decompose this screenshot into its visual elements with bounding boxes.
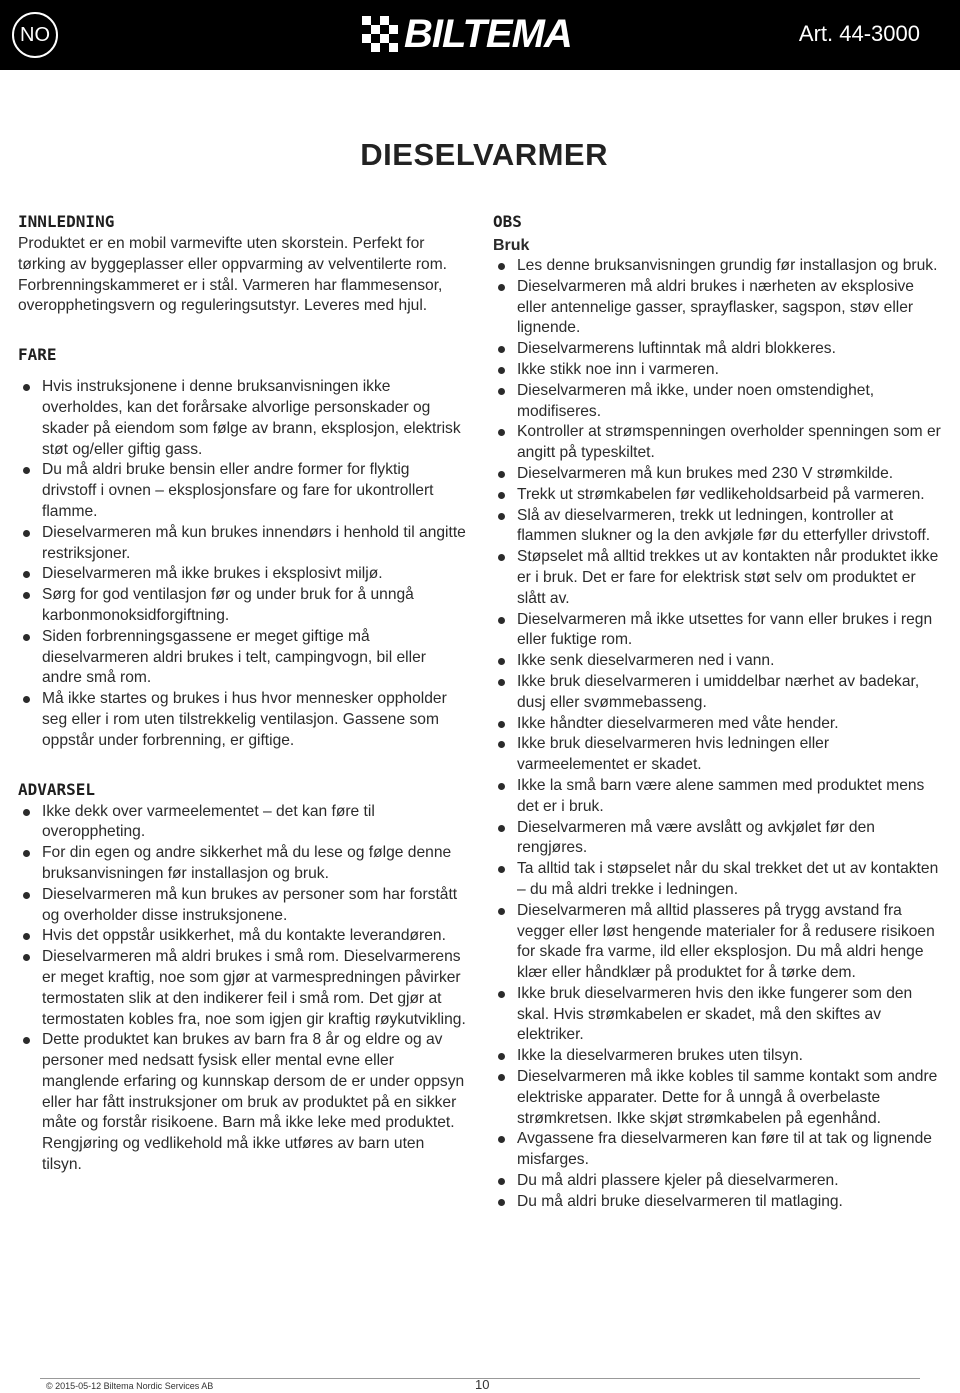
checkered-flag-icon (362, 16, 398, 52)
advarsel-list (18, 802, 468, 1176)
list-item: Du må aldri bruke dieselvarmeren til matlaging. (493, 1192, 945, 1213)
list-item: Du må aldri bruke bensin eller andre former for flyktig drivstoff i ovnen – eksplosjonsfare og fare for ukontrollert flamme. (18, 460, 468, 522)
list-item: Dieselvarmerens luftinntak må aldri blokkeres. (493, 339, 945, 360)
obs-list (493, 256, 945, 1213)
list-item: Ikke håndter dieselvarmeren med våte hender. (493, 714, 945, 735)
list-item: Ikke senk dieselvarmeren ned i vann. (493, 651, 945, 672)
list-item: Ikke bruk dieselvarmeren hvis ledningen eller varmeelementet er skadet. (493, 734, 945, 776)
list-item: Hvis instruksjonene i denne bruksanvisningen ikke overholdes, kan det forårsake alvorlige personskader og skader på eiendom som følge av brann, eksplosjon, elektrisk støt og/eller giftig gass. (18, 377, 468, 460)
biltema-logo (362, 10, 572, 58)
list-item: Ikke bruk dieselvarmeren hvis den ikke fungerer som den skal. Hvis strømkabelen er skadet, må den skiftes av elektriker. (493, 984, 945, 1046)
list-item: Dieselvarmeren må ikke kobles til samme kontakt som andre elektriske apparater. Dette for å unngå å overbelaste strømkretsen. Ikke skjøt strømkabelen på egenhånd. (493, 1067, 945, 1129)
list-item: Støpselet må alltid trekkes ut av kontakten når produktet ikke er i bruk. Det er fare for elektrisk støt selv om produktet er slått av. (493, 547, 945, 609)
language-badge: NO (12, 12, 58, 58)
list-item: Hvis det oppstår usikkerhet, må du kontakte leverandøren. (18, 926, 468, 947)
list-item: Ikke dekk over varmeelementet – det kan føre til overoppheting. (18, 802, 468, 844)
innledning-text: Produktet er en mobil varmevifte uten skorstein. Perfekt for tørking av byggeplasser eller oppvarming av velventilerte rom. Forbrenningskammeret er i stål. Varmeren har flammesensor, overopphetingsvern og reguleringsutstyr. Leveres med hjul. (18, 235, 448, 315)
list-item: Dieselvarmeren må kun brukes med 230 V strømkilde. (493, 464, 945, 485)
fare-heading: FARE (18, 345, 57, 365)
list-item: Siden forbrenningsgassene er meget giftige må dieselvarmeren aldri brukes i telt, campingvogn, bil eller andre små rom. (18, 627, 468, 689)
list-item: Dieselvarmeren må ikke, under noen omstendighet, modifiseres. (493, 381, 945, 423)
list-item: Sørg for god ventilasjon før og under bruk for å unngå karbonmonoksidforgiftning. (18, 585, 468, 627)
article-number: Art. 44-3000 (798, 21, 920, 46)
header-bar (0, 0, 960, 70)
list-item: Avgassene fra dieselvarmeren kan føre til at tak og lignende misfarges. (493, 1129, 945, 1171)
list-item: Dieselvarmeren må ikke utsettes for vann eller brukes i regn eller fuktige rom. (493, 610, 945, 652)
list-item: Ikke la dieselvarmeren brukes uten tilsyn. (493, 1046, 945, 1067)
list-item: Må ikke startes og brukes i hus hvor mennesker oppholder seg eller i rom uten tilstrekkelig ventilasjon. Gassene som oppstår under forbrenning, er giftige. (18, 689, 468, 751)
list-item: Dieselvarmeren må aldri brukes i små rom. Dieselvarmerens er meget kraftig, noe som gjør at varmespredningen påvirker termostaten slik at den indikerer feil i små rom. Det gjør at termostaten kobles fra, noe som igjen gir kraftig røykutvikling. (18, 947, 468, 1030)
document-title: DIESELVARMER (360, 137, 608, 172)
footer-copyright: © 2015-05-12 Biltema Nordic Services AB (46, 1381, 214, 1391)
list-item: Dieselvarmeren må kun brukes innendørs i henhold til angitte restriksjoner. (18, 523, 468, 565)
list-item: Dette produktet kan brukes av barn fra 8 år og eldre og av personer med nedsatt fysisk eller mental evne eller manglende erfaring og kunnskap dersom de er under oppsyn eller har fått instruksjoner om bruk av produktet på en sikker måte og forstår risikoene. Barn må ikke leke med produktet. Rengjøring og vedlikehold må ikke utføres av barn uten tilsyn. (18, 1030, 468, 1176)
list-item: Slå av dieselvarmeren, trekk ut ledningen, kontroller at flammen slukner og la den avkjøle før du etterfyller drivstoff. (493, 506, 945, 548)
list-item: Trekk ut strømkabelen før vedlikeholdsarbeid på varmeren. (493, 485, 945, 506)
page-number: 10 (475, 1377, 490, 1392)
list-item: Ikke bruk dieselvarmeren i umiddelbar nærhet av badekar, dusj eller svømmebasseng. (493, 672, 945, 714)
bruk-subheading: Bruk (493, 237, 530, 254)
list-item: Dieselvarmeren må kun brukes av personer som har forstått og overholder disse instruksjonene. (18, 885, 468, 927)
list-item: Dieselvarmeren må ikke brukes i eksplosivt miljø. (18, 564, 468, 585)
list-item: Kontroller at strømspenningen overholder spenningen som er angitt på typeskiltet. (493, 422, 945, 464)
right-column (493, 210, 945, 1213)
list-item: Les denne bruksanvisningen grundig før installasjon og bruk. (493, 256, 945, 277)
list-item: Ikke la små barn være alene sammen med produktet mens det er i bruk. (493, 776, 945, 818)
left-column (18, 210, 468, 1176)
innledning-heading: INNLEDNING (18, 212, 115, 231)
advarsel-heading: ADVARSEL (18, 779, 96, 799)
brand-name: BILTEMA (404, 12, 572, 56)
list-item: For din egen og andre sikkerhet må du lese og følge denne bruksanvisningen før installasjon og bruk. (18, 843, 468, 885)
list-item: Ta alltid tak i støpselet når du skal trekket det ut av kontakten – du må aldri trekke i ledningen. (493, 859, 945, 901)
list-item: Dieselvarmeren må aldri brukes i nærheten av eksplosive eller antennelige gasser, sprayflasker, sagspon, støv eller lignende. (493, 277, 945, 339)
list-item: Du må aldri plassere kjeler på dieselvarmeren. (493, 1171, 945, 1192)
list-item: Ikke stikk noe inn i varmeren. (493, 360, 945, 381)
obs-heading: OBS (493, 212, 522, 231)
list-item: Dieselvarmeren må alltid plasseres på trygg avstand fra vegger eller løst hengende materialer for å redusere risikoen for skade fra varme, ild eller eksplosjon. Du må aldri henge klær eller håndklær på produktet for å tørke dem. (493, 901, 945, 984)
list-item: Dieselvarmeren må være avslått og avkjølet før den rengjøres. (493, 818, 945, 860)
fare-list (18, 377, 468, 751)
